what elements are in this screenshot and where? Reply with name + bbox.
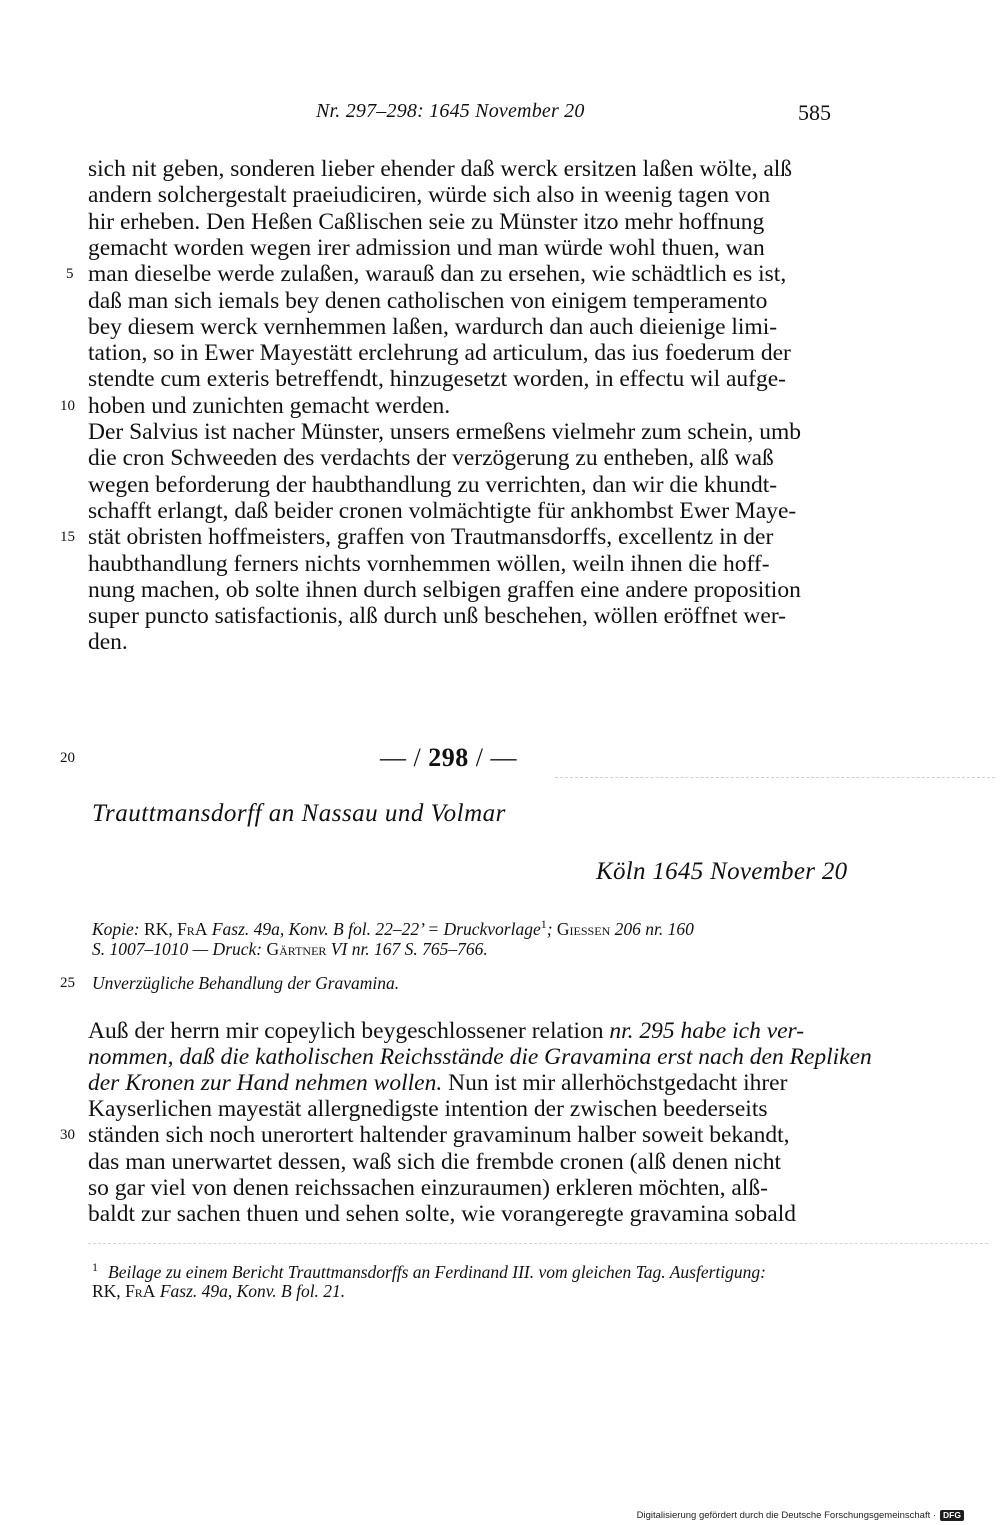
text-line: haubthandlung ferners nichts vornhemmen wöllen, weiln ihnen die hoff- [88, 550, 770, 577]
text-line: stendte cum exteris betreffendt, hinzugesetzt worden, in effectu wil aufge- [88, 366, 786, 393]
text-line: daß man sich iemals bey denen catholischen von einigem temperamento [88, 287, 768, 314]
body-text: Nun ist mir allerhöchstgedacht ihrer [442, 1070, 788, 1096]
regest: Unverzügliche Behandlung der Gravamina. [92, 973, 400, 993]
source-text-italic: VI nr. 167 S. 765–766. [326, 939, 488, 959]
footnote-fra: FrA [125, 1281, 156, 1301]
footnote-ref: 1 [540, 917, 547, 931]
text-line: super puncto satisfactionis, alß durch unß beschehen, wöllen eröffnet wer- [88, 603, 787, 630]
footnote-text: RK, [92, 1281, 126, 1301]
line-number: 15 [60, 529, 75, 546]
source-text-italic: 206 nr. 160 [610, 918, 694, 939]
body-text: Auß der herrn mir copeylich beygeschlossener relation [88, 1018, 610, 1044]
footnote-text-italic: Fasz. 49a, Konv. B fol. 21. [155, 1281, 346, 1301]
line-number: 5 [66, 266, 74, 283]
source-gaertner: Gärtner [266, 939, 327, 959]
body-line [88, 1018, 804, 1045]
source-text-italic: S. 1007–1010 — Druck: [92, 939, 267, 959]
text-line: hir erheben. Den Heßen Caßlischen seie zu Münster itzo mehr hoffnung [88, 208, 765, 235]
text-line: stät obristen hoffmeisters, graffen von Trautmansdorffs, excellentz in der [88, 524, 774, 551]
source-separator: ; [546, 918, 557, 939]
source-text-italic: Fasz. 49a, Konv. B fol. 22–22’ = Druckvorlage [207, 918, 541, 939]
footnote-marker: 1 [92, 1260, 98, 1274]
source-label: Kopie: [92, 918, 140, 939]
text-line: das man unerwartet dessen, waß sich die frembde cronen (alß denen nicht [88, 1148, 781, 1175]
text-line: den. [88, 629, 128, 656]
text-line: so gar viel von denen reichssachen einzuraumen) erkleren möchten, alß- [88, 1174, 768, 1201]
text-line: schafft erlangt, daß beider cronen volmächtigte für ankhombst Ewer Maye- [88, 497, 797, 524]
text-line: nung machen, ob solte ihnen durch selbigen graffen eine andere proposition [88, 576, 801, 603]
source-note-line-1 [92, 917, 694, 940]
line-number: 10 [60, 397, 75, 414]
text-line: ständen sich noch unerortert haltender gravaminum halber soweit bekandt, [88, 1122, 790, 1149]
running-header: Nr. 297–298: 1645 November 20 [316, 100, 585, 122]
body-line [88, 1070, 787, 1097]
text-line: wegen beforderung der haubthandlung zu verrichten, dan wir die khundt- [88, 471, 778, 498]
footnote-text: Beilage zu einem Bericht Trauttmansdorffs an Ferdinand III. vom gleichen Tag. Ausfertigung: [108, 1261, 766, 1282]
number-dash-left: — / [380, 743, 422, 772]
scan-artifact-rule [88, 1243, 988, 1244]
document-number-value: 298 [428, 743, 469, 772]
digitization-credit [637, 1510, 964, 1521]
text-line: die cron Schweeden des verdachts der verzögerung zu entheben, alß waß [88, 445, 774, 472]
text-line: tation, so in Ewer Mayestätt erclehrung ad articulum, das ius foederum der [88, 340, 791, 367]
scan-artifact-rule [555, 777, 995, 778]
text-line: hoben und zunichten gemacht werden. [88, 392, 451, 419]
text-line: andern solchergestalt praeiudiciren, würde sich also in weenig tagen von [88, 182, 771, 209]
document-title: Trauttmansdorff an Nassau und Volmar [92, 800, 506, 827]
footnote-line-2 [92, 1281, 345, 1302]
source-text: RK, [139, 918, 178, 939]
body-text-italic: der Kronen zur Hand nehmen wollen. [88, 1070, 443, 1096]
body-text-italic: nr. 295 habe ich ver- [609, 1018, 805, 1044]
text-line: Der Salvius ist nacher Münster, unsers ermeßens vielmehr zum schein, umb [88, 419, 802, 445]
credit-text: Digitalisierung gefördert durch die Deutsche Forschungsgemeinschaft · [636, 1510, 937, 1522]
text-line: baldt zur sachen thuen und sehen solte, wie vorangeregte gravamina sobald [88, 1201, 797, 1228]
line-number: 20 [60, 750, 75, 766]
line-number: 30 [60, 1127, 75, 1144]
line-number: 25 [60, 975, 75, 991]
text-line: gemacht worden wegen irer admission und man würde wohl thuen, wan [88, 234, 765, 261]
source-note-line-2 [92, 939, 488, 960]
page-number: 585 [798, 100, 831, 125]
dfg-logo: DFG [940, 1510, 964, 1521]
document-number [380, 743, 517, 773]
number-dash-right: / — [475, 743, 517, 772]
text-line: bey diesem werck vernhemmen laßen, wardurch dan auch dieienige limi- [88, 313, 778, 340]
text-line: Kayserlichen mayestät allergnedigste intention der zwischen beederseits [88, 1096, 768, 1122]
document-place-date: Köln 1645 November 20 [596, 858, 848, 885]
text-line: sich nit geben, sonderen lieber ehender daß werck ersitzen laßen wölte, alß [88, 156, 793, 182]
footnote-line-1 [92, 1260, 766, 1283]
source-giessen: Giessen [556, 918, 611, 939]
text-line: man dieselbe werde zulaßen, warauß dan zu ersehen, wie schädtlich es ist, [88, 261, 787, 288]
source-fra: FrA [177, 918, 208, 939]
body-line: nommen, daß die katholischen Reichsstände die Gravamina erst nach den Repliken [88, 1044, 872, 1070]
